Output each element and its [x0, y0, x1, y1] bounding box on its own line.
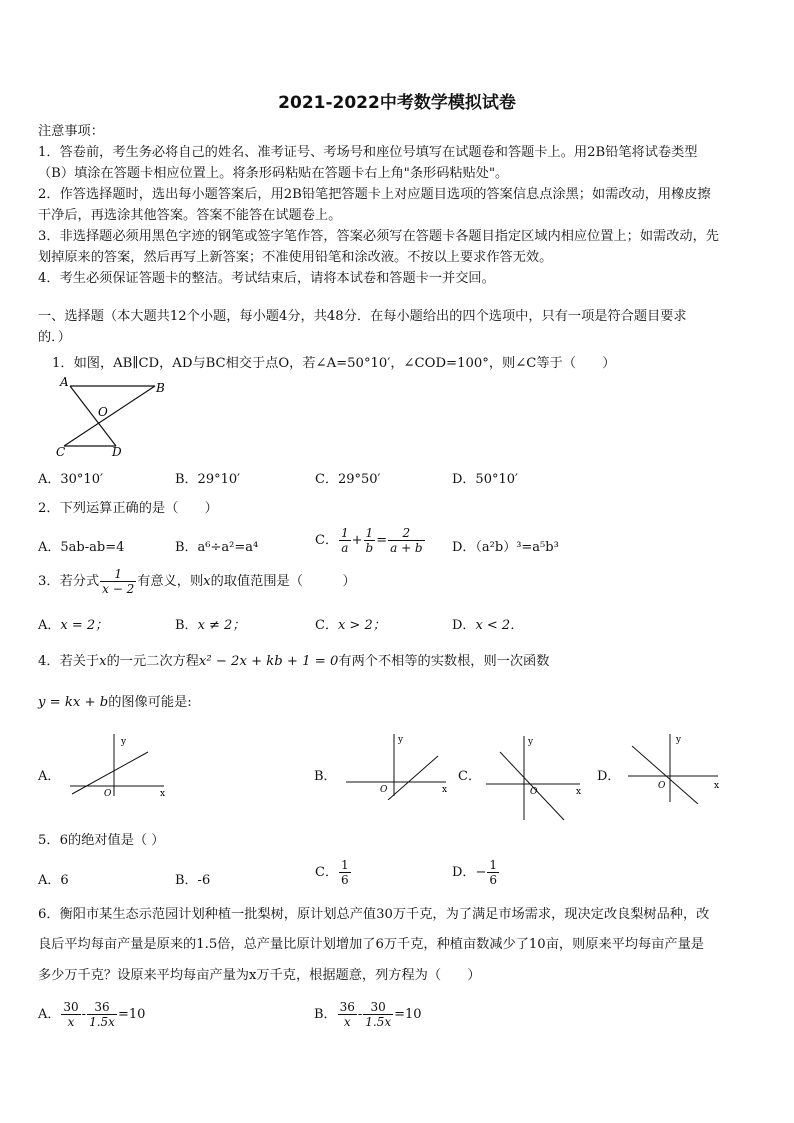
notes-line: （B）填涂在答题卡相应位置上。将条形码粘贴在答题卡右上角"条形码粘贴处"。 — [38, 166, 509, 181]
svg-text:O: O — [380, 785, 388, 795]
point-label-b: B — [156, 381, 165, 395]
notes-line: 1．答卷前，考生务必将自己的姓名、准考证号、考场号和座位号填写在试题卷和答题卡上。用2B铅笔将试卷类型 — [38, 145, 698, 160]
notes-line: 2．作答选择题时，选出每小题答案后，用2B铅笔把答题卡上对应题目选项的答案信息点涂黑；如需改动，用橡皮擦 — [38, 187, 711, 202]
q5-option-b: B．-6 — [175, 873, 211, 888]
notes-heading: 注意事项： — [38, 124, 104, 139]
q6-option-a: A． $\frac{30}{x}$ - $\frac{36}{1.5x}$ =10 — [38, 1000, 146, 1029]
q6-option-b: B． $\frac{36}{x}$ - $\frac{30}{1.5x}$ =10 — [314, 1000, 422, 1029]
question-6-text: 良后平均每亩产量是原来的1.5倍，总产量比原计划增加了6万千克，种植亩数减少了10亩，则原来平均每亩产量是 — [38, 937, 704, 952]
svg-text:x: x — [576, 787, 582, 797]
svg-text:x: x — [714, 781, 720, 791]
section-heading: 一、选择题（本大题共12个小题，每小题4分，共48分．在每小题给出的四个选项中，只有一项是符合题目要求 — [38, 309, 687, 324]
svg-text:y: y — [398, 735, 404, 745]
svg-text:x: x — [160, 789, 166, 799]
question-6-text: 多少万千克？设原来平均每亩产量为x万千克，根据题意，列方程为（ ） — [38, 968, 481, 983]
notes-line: 3．非选择题必须用黑色字迹的钢笔或签字笔作答，答案必须写在答题卡各题目指定区域内相应位置上；如需改动，先 — [38, 229, 719, 244]
page-title: 2021-2022中考数学模拟试卷 — [278, 93, 516, 113]
svg-text:y: y — [676, 735, 682, 745]
q2-option-b: B．a⁶÷a²=a⁴ — [175, 540, 259, 555]
svg-text:O: O — [530, 787, 538, 797]
q3-option-d: D．x < 2． — [452, 618, 524, 633]
q2-option-d: D．（a²b）³=a⁵b³ — [452, 540, 559, 555]
q2-option-c: C． $\frac{1}{a}$ + $\frac{1}{b}$ = $\frac{2}{a + b}$ — [315, 526, 423, 555]
svg-text:y: y — [121, 737, 127, 747]
q4-option-c: C． — [458, 769, 481, 784]
question-2-text: 2．下列运算正确的是（ ） — [38, 501, 218, 516]
section-heading-cont: 的．） — [38, 330, 71, 345]
q4-graph-d — [624, 730, 724, 804]
point-label-c: C — [56, 445, 66, 459]
svg-text:x: x — [442, 785, 448, 795]
question-1-figure — [52, 374, 177, 460]
notes-line: 划掉原来的答案，然后再写上新答案；不准使用铅笔和涂改液。不按以上要求作答无效。 — [38, 250, 553, 265]
q5-option-a: A．6 — [38, 873, 69, 888]
q1-option-c: C．29°50′ — [315, 472, 381, 487]
notes-line: 干净后，再选涂其他答案。答案不能答在试题卷上。 — [38, 208, 342, 223]
q4-graph-b — [342, 730, 452, 800]
point-label-d: D — [112, 445, 122, 459]
q5-option-c: C． $\frac{1}{6}$ — [315, 858, 349, 887]
q3-option-c: C．x > 2； — [315, 618, 386, 633]
svg-text:y: y — [528, 737, 534, 747]
notes-line: 4．考生必须保证答题卡的整洁。考试结束后，请将本试卷和答题卡一并交回。 — [38, 271, 495, 286]
q1-option-a: A．30°10′ — [38, 472, 103, 487]
question-4-text-cont: y = kx + b的图像可能是: — [38, 695, 192, 710]
point-label-a: A — [60, 375, 69, 389]
question-1-text: 1．如图，AB∥CD，AD与BC相交于点O，若∠A=50°10′，∠COD=100°，则∠C等于（ ） — [52, 356, 616, 371]
q5-option-d: D．− $\frac{1}{6}$ — [452, 858, 497, 887]
question-6-text: 6．衡阳市某生态示范园计划种植一批梨树，原计划总产值30万千克，为了满足市场需求，现决定改良梨树品种，改 — [38, 907, 710, 922]
q4-graph-a — [64, 730, 174, 800]
question-3-text: 3．若分式 $\frac{1}{x - 2}$ 有意义，则x的取值范围是（ ） — [38, 567, 356, 596]
q4-option-a: A． — [38, 769, 61, 784]
question-5-text: 5．6的绝对值是（ ） — [38, 833, 165, 848]
point-label-o: O — [98, 405, 108, 419]
question-4-text: 4．若关于x的一元二次方程x² − 2x + kb + 1 = 0有两个不相等的实数根，则一次函数 — [38, 654, 550, 669]
q2-option-a: A．5ab-ab=4 — [38, 540, 125, 555]
q4-option-d: D． — [597, 769, 621, 784]
q1-option-b: B．29°10′ — [175, 472, 241, 487]
q4-option-b: B． — [314, 769, 337, 784]
svg-text:O: O — [658, 781, 666, 791]
q3-option-b: B．x ≠ 2； — [175, 618, 246, 633]
q3-option-a: A．x = 2； — [38, 618, 109, 633]
q4-graph-c — [482, 732, 587, 824]
q1-option-d: D．50°10′ — [452, 472, 518, 487]
svg-text:O: O — [104, 789, 112, 799]
